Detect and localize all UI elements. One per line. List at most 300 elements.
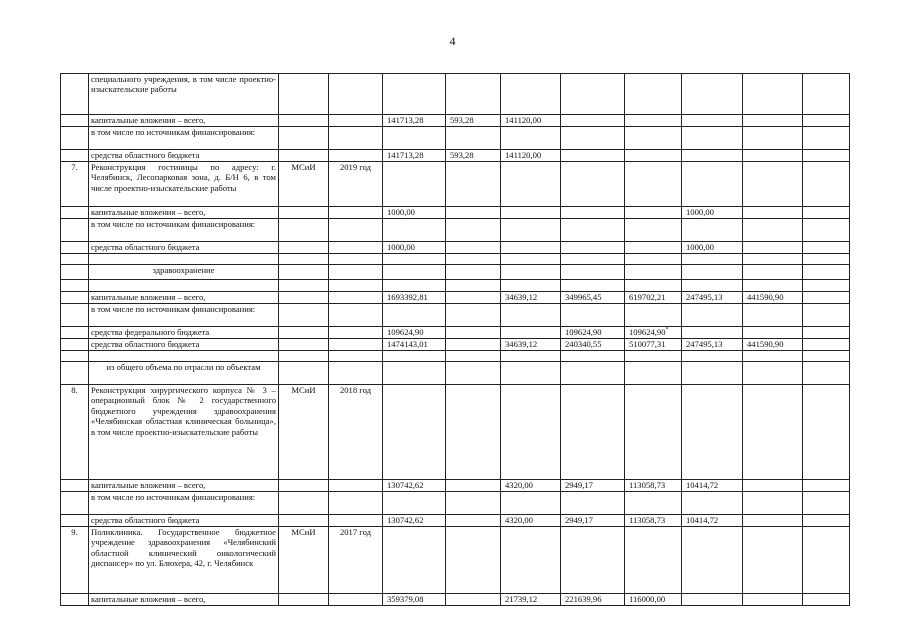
amount-cell — [682, 219, 743, 242]
year-cell — [329, 207, 383, 219]
amount-cell: 441590,90 — [743, 292, 803, 304]
year-cell: 2017 год — [329, 527, 383, 594]
amount-cell — [625, 115, 682, 127]
amount-cell — [743, 385, 803, 480]
year-cell — [329, 594, 383, 606]
amount-cell — [743, 207, 803, 219]
description-cell — [89, 254, 279, 265]
footnote-mark: * — [665, 327, 669, 334]
amount-cell — [446, 292, 501, 304]
year-cell — [329, 327, 383, 339]
amount-cell — [501, 385, 561, 480]
table-row — [61, 327, 850, 339]
amount-cell — [561, 351, 625, 362]
amount-cell — [561, 254, 625, 265]
row-number-cell — [61, 207, 89, 219]
amount-cell — [803, 351, 850, 362]
year-cell — [329, 150, 383, 162]
row-number-cell — [61, 150, 89, 162]
amount-cell — [446, 280, 501, 292]
amount-cell — [561, 150, 625, 162]
year-cell — [329, 292, 383, 304]
amount-cell: 141120,00 — [501, 150, 561, 162]
year-cell — [329, 265, 383, 280]
amount-cell — [625, 280, 682, 292]
year-cell — [329, 115, 383, 127]
amount-cell — [446, 127, 501, 150]
amount-cell — [625, 385, 682, 480]
table-row — [61, 115, 850, 127]
year-cell — [329, 362, 383, 385]
description-cell: в том числе по источникам финансирования: — [89, 127, 279, 150]
amount-cell: 113058,73 — [625, 515, 682, 527]
executor-cell — [279, 207, 329, 219]
row-number-cell — [61, 339, 89, 351]
amount-cell — [383, 304, 446, 327]
description-cell: в том числе по источникам финансирования: — [89, 492, 279, 515]
executor-cell — [279, 254, 329, 265]
table-row — [61, 304, 850, 327]
table-row — [61, 594, 850, 606]
amount-cell: 441590,90 — [743, 339, 803, 351]
description-cell: средства областного бюджета — [89, 242, 279, 254]
amount-cell: 116000,00 — [625, 594, 682, 606]
amount-cell: 130742,62 — [383, 515, 446, 527]
amount-cell: 221639,96 — [561, 594, 625, 606]
amount-cell — [625, 527, 682, 594]
amount-cell — [803, 515, 850, 527]
row-number-cell — [61, 254, 89, 265]
year-cell — [329, 242, 383, 254]
amount-cell — [446, 492, 501, 515]
amount-cell: 240340,55 — [561, 339, 625, 351]
amount-cell: 34639,12 — [501, 339, 561, 351]
amount-cell — [446, 327, 501, 339]
amount-cell: 2949,17 — [561, 515, 625, 527]
amount-cell — [561, 162, 625, 207]
year-cell: 2018 год — [329, 385, 383, 480]
executor-cell — [279, 280, 329, 292]
amount-cell — [682, 254, 743, 265]
amount-cell: 2949,17 — [561, 480, 625, 492]
amount-cell — [625, 219, 682, 242]
amount-cell: 247495,13 — [682, 339, 743, 351]
table-row — [61, 339, 850, 351]
amount-cell — [743, 304, 803, 327]
amount-cell: 141713,28 — [383, 150, 446, 162]
row-number-cell — [61, 351, 89, 362]
investment-table — [60, 73, 850, 606]
amount-cell — [383, 385, 446, 480]
description-cell: здравоохранение — [89, 265, 279, 280]
amount-cell — [446, 162, 501, 207]
amount-cell — [743, 162, 803, 207]
row-number-cell — [61, 265, 89, 280]
amount-cell — [682, 527, 743, 594]
amount-cell — [501, 254, 561, 265]
amount-cell: 1474143,01 — [383, 339, 446, 351]
year-cell — [329, 515, 383, 527]
amount-cell — [743, 327, 803, 339]
amount-cell — [625, 207, 682, 219]
amount-cell — [561, 207, 625, 219]
amount-cell — [743, 480, 803, 492]
table-row — [61, 162, 850, 207]
amount-cell — [446, 480, 501, 492]
year-cell — [329, 127, 383, 150]
description-cell: Поликлиника. Государственное бюджетное учреждение здравоохранения «Челябинский областной клинический онкологический диспансер» по ул. Блюхера, 42, г. Челябинск — [89, 527, 279, 594]
amount-cell — [446, 254, 501, 265]
amount-cell — [561, 385, 625, 480]
executor-cell — [279, 492, 329, 515]
amount-cell: 510077,31 — [625, 339, 682, 351]
description-cell: капитальные вложения – всего, — [89, 480, 279, 492]
row-number-cell — [61, 280, 89, 292]
amount-cell — [743, 515, 803, 527]
executor-cell — [279, 480, 329, 492]
description-cell: капитальные вложения – всего, — [89, 207, 279, 219]
amount-cell — [446, 362, 501, 385]
table-row — [61, 351, 850, 362]
amount-cell — [446, 351, 501, 362]
amount-cell — [446, 265, 501, 280]
amount-cell: 10414,72 — [682, 515, 743, 527]
row-number-cell — [61, 304, 89, 327]
amount-cell — [743, 150, 803, 162]
amount-cell — [803, 254, 850, 265]
amount-cell — [743, 127, 803, 150]
amount-cell — [803, 115, 850, 127]
amount-cell — [446, 74, 501, 115]
amount-cell — [501, 219, 561, 242]
amount-cell: 4320,00 — [501, 480, 561, 492]
amount-cell — [625, 127, 682, 150]
amount-cell — [803, 207, 850, 219]
row-number-cell — [61, 74, 89, 115]
amount-cell — [803, 219, 850, 242]
table-row — [61, 74, 850, 115]
amount-cell — [682, 127, 743, 150]
description-cell: средства федерального бюджета — [89, 327, 279, 339]
amount-cell — [682, 385, 743, 480]
executor-cell — [279, 115, 329, 127]
amount-cell — [383, 254, 446, 265]
amount-cell — [446, 527, 501, 594]
amount-cell — [682, 162, 743, 207]
description-cell: средства областного бюджета — [89, 339, 279, 351]
executor-cell — [279, 594, 329, 606]
amount-cell — [561, 527, 625, 594]
amount-cell: 34639,12 — [501, 292, 561, 304]
amount-cell — [743, 74, 803, 115]
table-row — [61, 515, 850, 527]
year-cell — [329, 74, 383, 115]
executor-cell — [279, 242, 329, 254]
year-cell — [329, 492, 383, 515]
amount-cell — [383, 527, 446, 594]
table-row — [61, 480, 850, 492]
amount-cell — [682, 265, 743, 280]
table-row — [61, 265, 850, 280]
amount-cell: 4320,00 — [501, 515, 561, 527]
amount-cell — [383, 219, 446, 242]
amount-cell: 1000,00 — [383, 242, 446, 254]
amount-cell — [682, 150, 743, 162]
amount-cell: 247495,13 — [682, 292, 743, 304]
executor-cell — [279, 150, 329, 162]
table-row — [61, 242, 850, 254]
description-cell: капитальные вложения – всего, — [89, 115, 279, 127]
amount-cell — [625, 304, 682, 327]
table-row — [61, 527, 850, 594]
executor-cell — [279, 304, 329, 327]
amount-cell — [561, 280, 625, 292]
description-cell: средства областного бюджета — [89, 150, 279, 162]
description-cell: капитальные вложения – всего, — [89, 594, 279, 606]
amount-cell — [446, 339, 501, 351]
executor-cell — [279, 265, 329, 280]
year-cell — [329, 280, 383, 292]
amount-cell — [446, 304, 501, 327]
amount-cell — [625, 162, 682, 207]
amount-cell — [803, 150, 850, 162]
amount-cell — [682, 351, 743, 362]
amount-cell — [803, 242, 850, 254]
amount-cell — [561, 492, 625, 515]
amount-cell — [383, 162, 446, 207]
description-cell: Реконструкция гостиницы по адресу: г. Челябинск, Лесопарковая зона, д. Б/Н 6, в том числе проектно-изыскательские работы — [89, 162, 279, 207]
amount-cell — [803, 362, 850, 385]
amount-cell — [682, 362, 743, 385]
table-row — [61, 207, 850, 219]
amount-cell — [561, 304, 625, 327]
amount-cell — [501, 280, 561, 292]
row-number-cell — [61, 515, 89, 527]
amount-cell — [625, 362, 682, 385]
amount-cell — [743, 242, 803, 254]
amount-cell: 1693392,81 — [383, 292, 446, 304]
amount-cell — [803, 127, 850, 150]
table-row — [61, 219, 850, 242]
amount-cell — [682, 594, 743, 606]
description-cell: в том числе по источникам финансирования: — [89, 219, 279, 242]
amount-cell — [743, 219, 803, 242]
amount-cell: 109624,90* — [625, 327, 682, 339]
amount-cell — [446, 207, 501, 219]
amount-cell — [682, 115, 743, 127]
executor-cell: МСиИ — [279, 162, 329, 207]
amount-cell — [501, 351, 561, 362]
row-number-cell — [61, 480, 89, 492]
executor-cell — [279, 339, 329, 351]
amount-cell — [743, 265, 803, 280]
amount-cell — [446, 594, 501, 606]
amount-cell — [501, 162, 561, 207]
amount-cell — [803, 280, 850, 292]
year-cell — [329, 339, 383, 351]
table-row — [61, 492, 850, 515]
amount-cell — [501, 127, 561, 150]
amount-cell — [743, 115, 803, 127]
row-number-cell: 7. — [61, 162, 89, 207]
amount-cell: 141120,00 — [501, 115, 561, 127]
amount-cell — [625, 254, 682, 265]
amount-cell — [625, 74, 682, 115]
amount-cell — [561, 74, 625, 115]
amount-cell: 359379,08 — [383, 594, 446, 606]
row-number-cell — [61, 292, 89, 304]
row-number-cell — [61, 594, 89, 606]
amount-cell: 1000,00 — [383, 207, 446, 219]
description-cell: специального учреждения, в том числе проектно-изыскательские работы — [89, 74, 279, 115]
row-number-cell — [61, 327, 89, 339]
row-number-cell — [61, 362, 89, 385]
executor-cell — [279, 327, 329, 339]
amount-cell: 593,28 — [446, 150, 501, 162]
table-row — [61, 127, 850, 150]
amount-cell — [743, 594, 803, 606]
amount-cell — [561, 242, 625, 254]
amount-cell — [383, 362, 446, 385]
amount-cell — [561, 362, 625, 385]
amount-cell — [682, 304, 743, 327]
amount-cell — [383, 351, 446, 362]
amount-cell — [682, 74, 743, 115]
amount-cell — [501, 242, 561, 254]
table-row — [61, 362, 850, 385]
amount-cell — [682, 280, 743, 292]
amount-cell — [501, 362, 561, 385]
amount-cell — [625, 265, 682, 280]
amount-cell — [803, 327, 850, 339]
amount-cell — [446, 242, 501, 254]
amount-cell — [803, 527, 850, 594]
year-cell — [329, 304, 383, 327]
executor-cell — [279, 515, 329, 527]
amount-cell — [682, 492, 743, 515]
amount-cell: 141713,28 — [383, 115, 446, 127]
executor-cell — [279, 292, 329, 304]
amount-cell: 109624,90 — [383, 327, 446, 339]
amount-cell — [803, 74, 850, 115]
row-number-cell: 8. — [61, 385, 89, 480]
amount-cell — [682, 327, 743, 339]
amount-cell: 21739,12 — [501, 594, 561, 606]
amount-cell: 349965,45 — [561, 292, 625, 304]
amount-cell — [501, 327, 561, 339]
executor-cell — [279, 351, 329, 362]
description-cell: из общего объема по отрасли по объектам — [89, 362, 279, 385]
amount-cell: 1000,00 — [682, 242, 743, 254]
amount-cell — [625, 150, 682, 162]
amount-cell — [446, 385, 501, 480]
amount-cell — [446, 515, 501, 527]
amount-cell — [501, 304, 561, 327]
amount-cell: 1000,00 — [682, 207, 743, 219]
year-cell — [329, 219, 383, 242]
row-number-cell — [61, 242, 89, 254]
amount-cell — [803, 292, 850, 304]
row-number-cell — [61, 115, 89, 127]
amount-cell — [803, 304, 850, 327]
amount-cell — [743, 527, 803, 594]
description-cell: капитальные вложения – всего, — [89, 292, 279, 304]
amount-cell — [743, 254, 803, 265]
description-cell: Реконструкция хирургического корпуса № 3 – операционный блок № 2 государственного бюджетного учреждения здравоохранения «Челябинская областная клиническая больница», в том числе проектно-изыскательские работы — [89, 385, 279, 480]
row-number-cell — [61, 127, 89, 150]
executor-cell: МСиИ — [279, 385, 329, 480]
amount-cell — [743, 362, 803, 385]
amount-cell: 130742,62 — [383, 480, 446, 492]
executor-cell — [279, 362, 329, 385]
year-cell — [329, 351, 383, 362]
amount-cell — [501, 527, 561, 594]
amount-cell — [383, 265, 446, 280]
amount-cell — [743, 280, 803, 292]
amount-cell: 619702,21 — [625, 292, 682, 304]
amount-cell — [383, 74, 446, 115]
amount-cell — [625, 492, 682, 515]
amount-cell — [383, 492, 446, 515]
amount-cell — [803, 594, 850, 606]
page-number: 4 — [449, 34, 456, 48]
table-row — [61, 150, 850, 162]
amount-cell — [561, 219, 625, 242]
amount-cell: 593,28 — [446, 115, 501, 127]
table-row — [61, 280, 850, 292]
amount-cell — [561, 127, 625, 150]
table-row — [61, 254, 850, 265]
description-cell — [89, 280, 279, 292]
table-row — [61, 292, 850, 304]
description-cell: в том числе по источникам финансирования: — [89, 304, 279, 327]
amount-cell — [743, 351, 803, 362]
amount-cell — [501, 207, 561, 219]
executor-cell — [279, 127, 329, 150]
amount-cell — [803, 265, 850, 280]
table-row — [61, 385, 850, 480]
year-cell: 2019 год — [329, 162, 383, 207]
executor-cell — [279, 74, 329, 115]
executor-cell: МСиИ — [279, 527, 329, 594]
amount-cell — [803, 480, 850, 492]
amount-cell — [625, 351, 682, 362]
amount-cell — [383, 127, 446, 150]
amount-cell — [446, 219, 501, 242]
amount-cell — [383, 280, 446, 292]
year-cell — [329, 254, 383, 265]
amount-cell — [803, 385, 850, 480]
row-number-cell — [61, 219, 89, 242]
executor-cell — [279, 219, 329, 242]
amount-cell — [803, 162, 850, 207]
amount-cell — [501, 74, 561, 115]
amount-cell — [501, 265, 561, 280]
amount-cell: 10414,72 — [682, 480, 743, 492]
amount-cell — [803, 492, 850, 515]
amount-cell — [501, 492, 561, 515]
amount-cell — [561, 265, 625, 280]
description-cell: средства областного бюджета — [89, 515, 279, 527]
year-cell — [329, 480, 383, 492]
amount-cell — [625, 242, 682, 254]
row-number-cell — [61, 492, 89, 515]
amount-cell — [561, 115, 625, 127]
row-number-cell: 9. — [61, 527, 89, 594]
amount-cell: 109624,90 — [561, 327, 625, 339]
description-cell — [89, 351, 279, 362]
amount-cell — [803, 339, 850, 351]
